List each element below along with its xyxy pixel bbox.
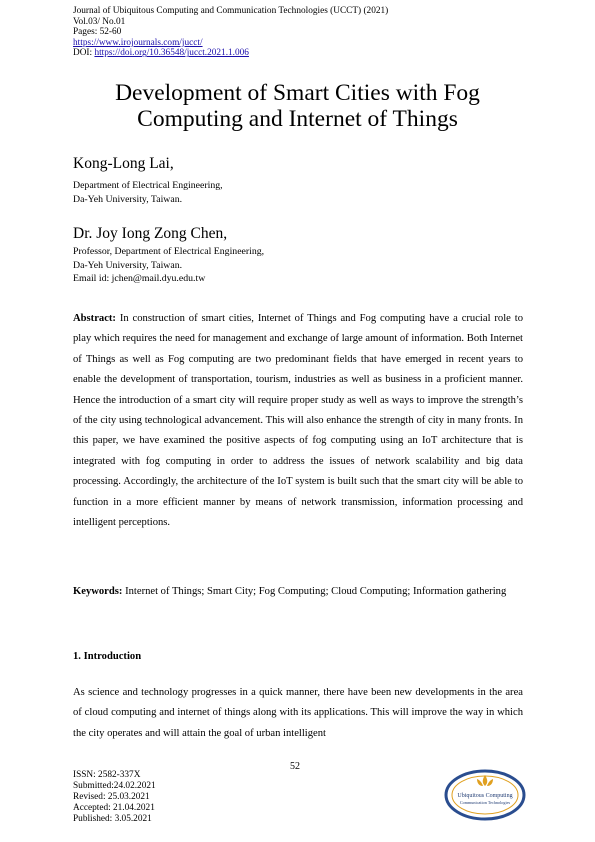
page-number: 52 xyxy=(290,761,300,772)
section-heading-introduction: 1. Introduction xyxy=(73,651,142,662)
affiliation-line: Department of Electrical Engineering, xyxy=(73,180,223,191)
keywords-text: Internet of Things; Smart City; Fog Computing; Cloud Computing; Information gathering xyxy=(125,586,507,597)
abstract-paragraph xyxy=(73,309,523,533)
abstract-label: Abstract: xyxy=(73,313,116,324)
issn: ISSN: 2582-337X xyxy=(73,770,141,780)
author-name-2: Dr. Joy Iong Zong Chen, xyxy=(73,225,228,242)
author-affiliation-2 xyxy=(73,245,264,286)
affiliation-line: Da-Yeh University, Taiwan. xyxy=(73,259,183,271)
logo-text-line-1: Ubiquitous Computing xyxy=(457,793,513,799)
paper-title-line-1: Development of Smart Cities with Fog xyxy=(115,80,480,106)
journal-pages: Pages: 52-60 xyxy=(73,27,122,38)
author-affiliation-1 xyxy=(73,179,223,206)
paper-title-line-2: Computing and Internet of Things xyxy=(137,106,458,132)
affiliation-line: Professor, Department of Electrical Engineering, xyxy=(73,246,265,257)
keywords-label: Keywords: xyxy=(73,586,123,597)
affiliation-line: Da-Yeh University, Taiwan. xyxy=(73,193,183,205)
published-date: Published: 3.05.2021 xyxy=(73,813,152,824)
journal-url-link[interactable]: https://www.irojournals.com/jucct/ xyxy=(73,37,203,48)
accepted-date: Accepted: 21.04.2021 xyxy=(73,802,155,813)
submitted-date: Submitted:24.02.2021 xyxy=(73,780,156,791)
doi-link[interactable]: https://doi.org/10.36548/jucct.2021.1.006 xyxy=(94,48,249,59)
introduction-paragraph: As science and technology progresses in a quick manner, there have been new developments in the area of cloud computing and internet of things along with its applications. This will improve the way in which the city operates and will attain the goal of urban intelligent xyxy=(73,687,523,739)
journal-volume: Vol.03/ No.01 xyxy=(73,16,126,27)
journal-name: Journal of Ubiquitous Computing and Communication Technologies (UCCT) (2021) xyxy=(73,6,389,16)
journal-header xyxy=(73,6,388,59)
revised-date: Revised: 25.03.2021 xyxy=(73,791,150,802)
paper-title xyxy=(60,80,535,132)
logo-text-line-2: Communication Technologies xyxy=(459,800,511,805)
doi-label: DOI: xyxy=(73,48,95,59)
author-name-1: Kong-Long Lai, xyxy=(73,155,174,172)
journal-logo-graphic xyxy=(444,769,526,821)
author-email: Email id: jchen@mail.dyu.edu.tw xyxy=(73,273,206,285)
abstract-text: In construction of smart cities, Internet of Things and Fog computing have a crucial role to play which requires the need for management and exchange of large amount of information. Both Internet of Things as well as Fog computing are two predominant fields that have emerged in recent years to enable the development of transportation, tourism, industries as well as business in a proficient manner. Hence the introduction of a smart city will require proper study as well as ways to improve the strength’s of the city using technological advancement. This will also enhance the strength of city in many fronts. In this paper, we have examined the positive aspects of fog computing using an IoT architecture that is integrated with fog computing in order to address the issues of network scalability and big data processing. Accordingly, the architecture of the IoT system is built such that the smart city will be able to function in a more efficient manner by means of network transmission, information processing and intelligent perceptions. xyxy=(73,313,523,529)
submission-info xyxy=(73,770,156,825)
keywords-paragraph xyxy=(73,582,523,602)
journal-logo xyxy=(444,769,526,821)
